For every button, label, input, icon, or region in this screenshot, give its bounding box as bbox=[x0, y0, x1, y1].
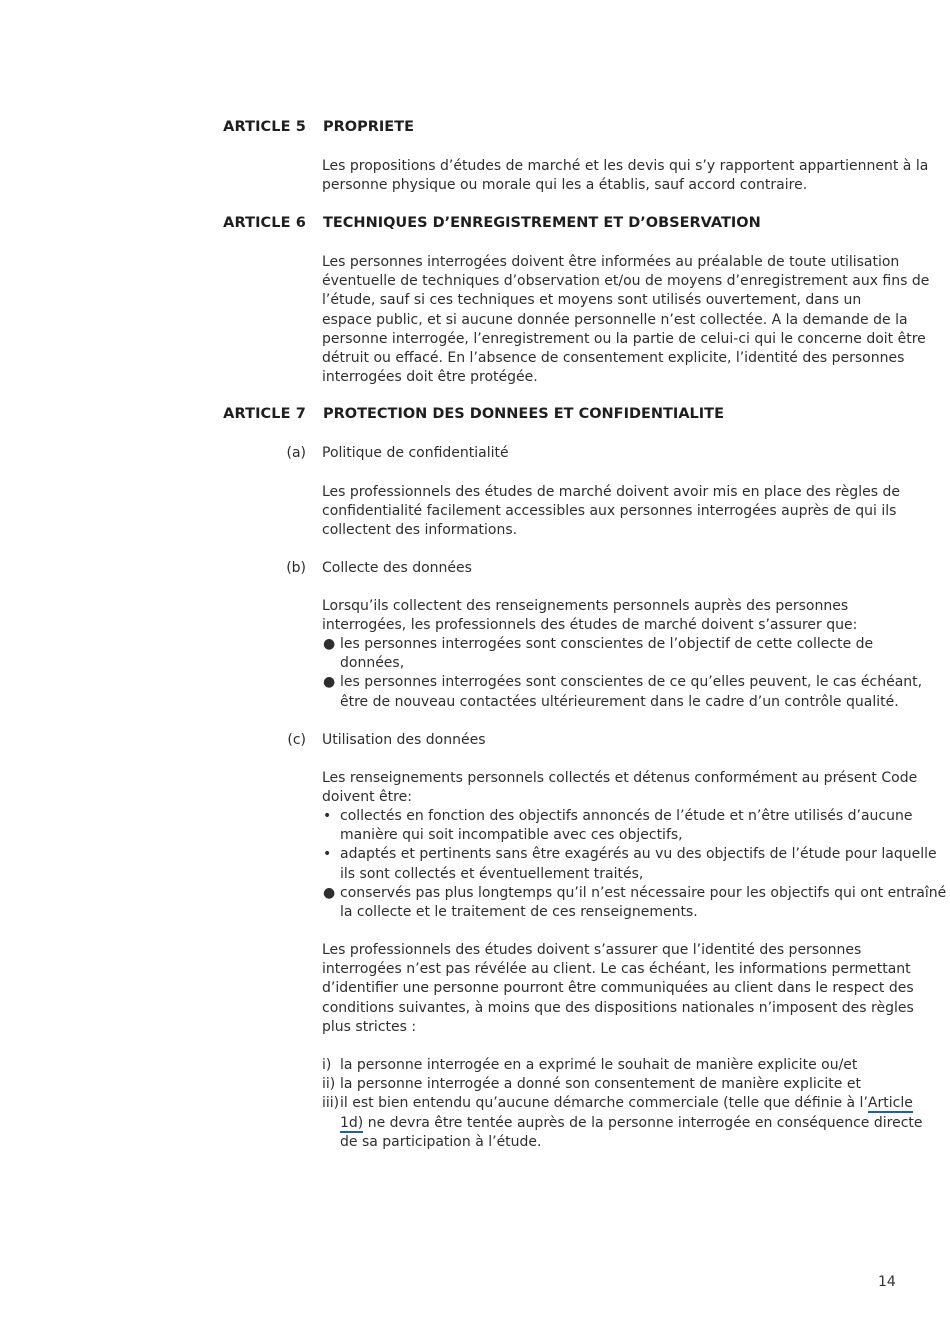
list-item: ● les personnes interrogées sont conscientes de l’objectif de cette collecte de données, bbox=[323, 636, 874, 672]
article-6-paragraph: Les personnes interrogées doivent être informées au préalable de toute utilisation éventuelle de techniques d’observation et/ou de moyens d’enregistrement aux fins de l’étude, sauf si ces techniques et moyens sont utilisés ouvertement, dans un espace public, et si aucune donnée personnelle n’est collectée. A la demande de la personne interrogée, l’enregistrement ou la partie de celui-ci qui le concerne doit être détruit ou effacé. En l’absence de consentement explicite, l’identité des personnes interrogées doit être protégée. bbox=[322, 254, 930, 386]
section-c-bullet-list bbox=[322, 807, 947, 922]
section-a-title: Politique de confidentialité bbox=[322, 445, 509, 461]
section-b-bullet-list bbox=[322, 635, 923, 712]
page-number: 14 bbox=[878, 1274, 896, 1290]
list-item: • adaptés et pertinents sans être exagérés au vu des objectifs de l’étude pour laquelle ils sont collectés et éventuellement traités, bbox=[323, 846, 937, 882]
list-item: • collectés en fonction des objectifs annoncés de l’étude et n’être utilisés d’aucune manière qui soit incompatible avec ces objectifs, bbox=[323, 808, 913, 844]
article-5-label: ARTICLE 5 bbox=[223, 119, 306, 135]
section-c-paragraph-2: Les professionnels des études doivent s’assurer que l’identité des personnes interrogées n’est pas révélée au client. Le cas échéant, les informations permettant d’identifier une personne pourront être communiquées au client dans le respect des conditions suivantes, à moins que des dispositions nationales n’imposent des règles plus strictes : bbox=[322, 942, 914, 1035]
article-6-title: TECHNIQUES D’ENREGISTREMENT ET D’OBSERVATION bbox=[323, 215, 761, 231]
section-c-label: (c) bbox=[287, 732, 306, 748]
article-1d-link[interactable]: Article bbox=[867, 1095, 913, 1112]
article-6-label: ARTICLE 6 bbox=[223, 215, 306, 231]
bullet-icon: ● bbox=[323, 674, 336, 691]
section-a-paragraph: Les professionnels des études de marché doivent avoir mis en place des règles de confidentialité facilement accessibles aux personnes interrogées auprès de qui ils collectent des informations. bbox=[322, 484, 900, 539]
section-a-label: (a) bbox=[286, 445, 306, 461]
bullet-icon: • bbox=[323, 808, 332, 824]
article-5-paragraph: Les propositions d’études de marché et les devis qui s’y rapportent appartiennent à la personne physique ou morale qui les a établis, sauf accord contraire. bbox=[322, 158, 929, 194]
bullet-icon: • bbox=[323, 846, 332, 863]
article-1d-link-continued[interactable]: 1d) bbox=[340, 1114, 364, 1131]
list-item: i) la personne interrogée en a exprimé le souhait de manière explicite ou/et bbox=[322, 1057, 858, 1073]
list-item: ● conservés pas plus longtemps qu’il n’est nécessaire pour les objectifs qui ont entraîné la collecte et le traitement de ces renseignements. bbox=[323, 884, 947, 921]
list-item: ● les personnes interrogées sont conscientes de ce qu’elles peuvent, le cas échéant, être de nouveau contactées ultérieurement dans le cadre d’un contrôle qualité. bbox=[323, 674, 923, 710]
article-5-title: PROPRIETE bbox=[323, 119, 415, 135]
bullet-icon: ● bbox=[323, 636, 336, 652]
list-item: iii) il est bien entendu qu’aucune démarche commerciale (telle que définie à l’Article 1d) ne devra être tentée auprès de la personne interrogée en conséquence directe de sa participation à l’étude. bbox=[322, 1095, 923, 1150]
article-7-label: ARTICLE 7 bbox=[223, 406, 306, 422]
section-b-label: (b) bbox=[286, 560, 306, 576]
bullet-icon: ● bbox=[323, 884, 336, 901]
list-item: ii) la personne interrogée a donné son consentement de manière explicite et bbox=[322, 1076, 861, 1093]
article-7-title: PROTECTION DES DONNEES ET CONFIDENTIALITE bbox=[323, 406, 724, 422]
section-c-paragraph: Les renseignements personnels collectés et détenus conformément au présent Code doivent être: bbox=[322, 770, 918, 806]
section-c-title: Utilisation des données bbox=[322, 732, 486, 748]
section-b-title: Collecte des données bbox=[322, 560, 472, 576]
conditions-list bbox=[322, 1056, 923, 1152]
section-b-paragraph: Lorsqu’ils collectent des renseignements personnels auprès des personnes interrogées, les professionnels des études de marché doivent s’assurer que: bbox=[322, 598, 858, 634]
